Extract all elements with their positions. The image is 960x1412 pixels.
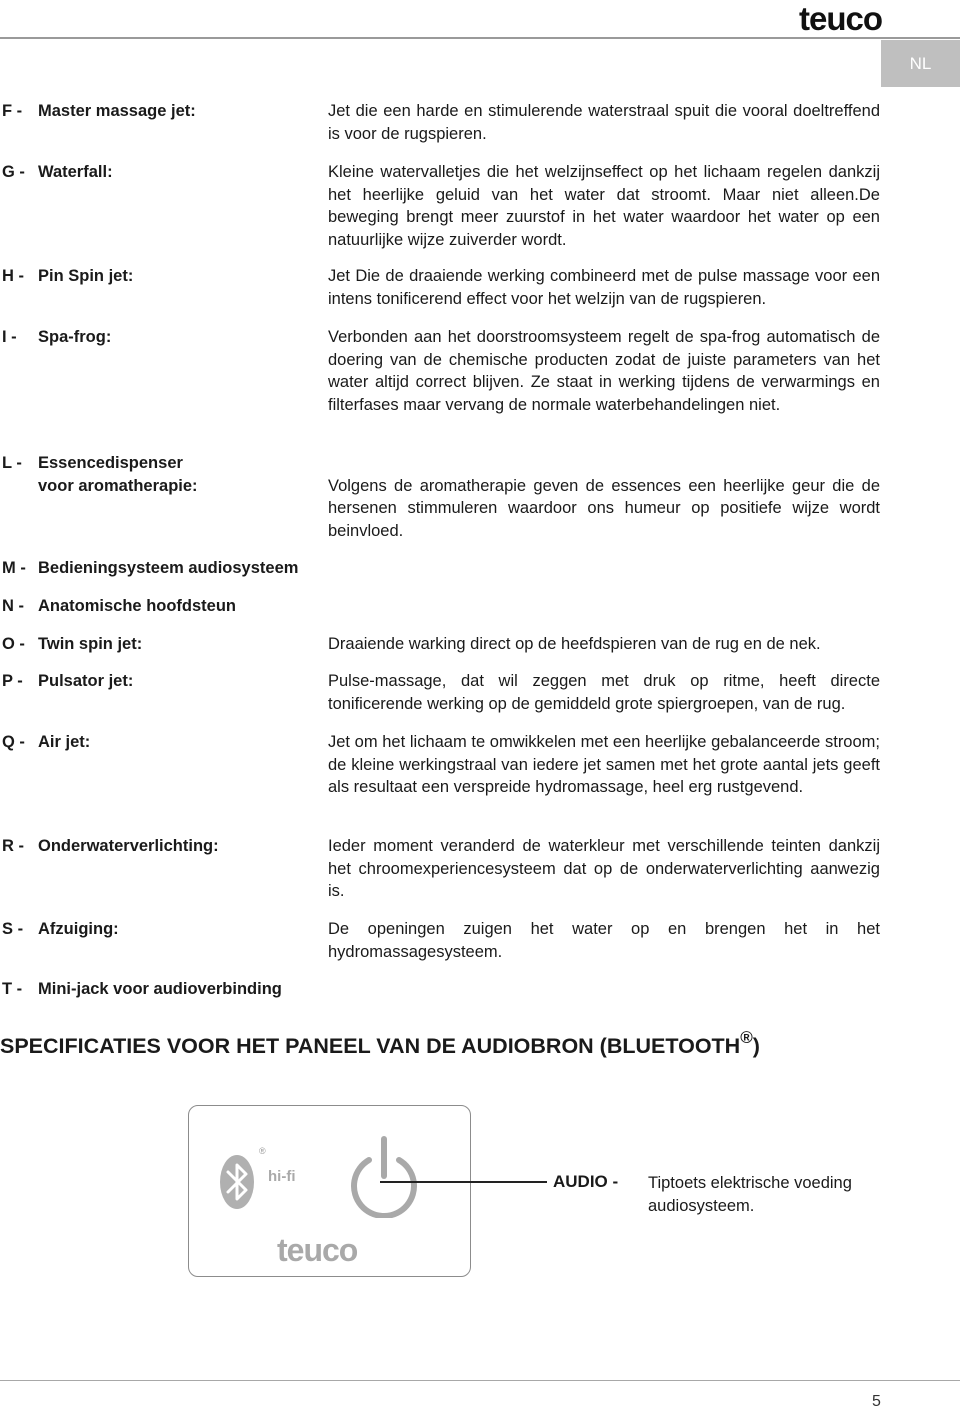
item-term: Afzuiging: — [38, 920, 119, 938]
item-term: Spa-frog: — [38, 328, 112, 346]
item-description: Pulse-massage, dat wil zeggen met druk op ritme, heeft directe tonificerende werking op de gemiddeld grote spiergroepen, van de rug. — [328, 672, 880, 713]
item-letter: H - — [2, 267, 24, 285]
item-letter: L - — [2, 454, 22, 472]
item-description: Draaiende warking direct op de heefdspieren van de rug en de nek. — [328, 635, 821, 653]
item-term: Waterfall: — [38, 163, 113, 181]
page-number: 5 — [872, 1393, 881, 1410]
item-letter: O - — [2, 635, 25, 653]
item-description: De openingen zuigen het water op en brengen het in het hydromassagesysteem. — [328, 920, 880, 961]
item-term: Bedieningsysteem audiosysteem — [38, 559, 299, 577]
item-term: Essencedispenser — [38, 454, 183, 472]
item-description: Jet Die de draaiende werking combineerd met de pulse massage voor een intens tonificerend effect voor het welzijn van de rugspieren. — [328, 267, 880, 308]
item-term: Pulsator jet: — [38, 672, 134, 690]
heading-text: SPECIFICATIES VOOR HET PANEEL VAN DE AUDIOBRON (BLUETOOTH — [0, 1034, 741, 1059]
item-letter: F - — [2, 102, 23, 120]
item-term: Anatomische hoofdsteun — [38, 597, 237, 615]
item-description: Jet die een harde en stimulerende waterstraal spuit die vooral doeltreffend is voor de rugspieren. — [328, 102, 880, 143]
item-term: Air jet: — [38, 733, 91, 751]
item-letter: T - — [2, 980, 23, 998]
registered-mark: ® — [740, 1028, 753, 1047]
item-letter: P - — [2, 672, 23, 690]
item-term-line2: voor aromatherapie: — [38, 476, 198, 495]
item-letter: Q - — [2, 733, 25, 751]
brand-logo: teuco — [798, 0, 882, 37]
item-term: Master massage jet: — [38, 102, 196, 120]
item-letter: N - — [2, 597, 24, 615]
bluetooth-icon — [219, 1154, 255, 1210]
item-term: Twin spin jet: — [38, 635, 143, 653]
section-heading — [0, 1030, 760, 1059]
language-tab: NL — [881, 40, 960, 87]
item-letter: S - — [2, 920, 24, 938]
item-description: Ieder moment veranderd de waterkleur met verschillende teinten dankzij het chroomexperiencesysteem dat op de onderwaterverlichting aanwezig is. — [328, 837, 880, 900]
item-description: Kleine watervalletjes die het welzijnseffect op het lichaam regelen dankzij het heerlijke geluid van het water dat stroomt. Maar niet alleen.De beweging brengt meer zuurstof in het water waardoor het water op een natuurlijke wijze zuiverder wordt. — [328, 163, 880, 249]
panel-brand-logo: teuco — [277, 1232, 358, 1268]
item-term: Mini-jack voor audioverbinding — [38, 980, 282, 998]
item-description: Volgens de aromatherapie geven de essences een heerlijke geur die de hersenen stimmuleren waardoor ons humeur op positiefe wijze wordt beinvloed. — [328, 476, 880, 540]
item-term: Onderwaterverlichting: — [38, 837, 219, 855]
item-description: Jet om het lichaam te omwikkelen met een heerlijke gebalanceerde stroom; de kleine werkingstraal van iedere jet samen met het grote aantal jets geeft als resultaat een verspreide hydromassage, heel erg rustgevend. — [328, 733, 880, 796]
item-letter: M - — [2, 559, 26, 577]
bluetooth-registered-mark: ® — [259, 1146, 266, 1156]
heading-close: ) — [752, 1034, 760, 1059]
audio-callout-description: Tiptoets elektrische voeding audiosysteem. — [648, 1174, 852, 1215]
item-letter: G - — [2, 163, 25, 181]
item-term: Pin Spin jet: — [38, 267, 134, 285]
callout-leader-line — [380, 1181, 547, 1183]
item-description: Verbonden aan het doorstroomsysteem regelt de spa-frog automatisch de doering van de chemische producten zodat de juiste parameters van het water altijd correct blijven. Ze staat in werking tijdens de verwarmings en filterfases maar vervang de normale waterbehandelingen niet. — [328, 328, 880, 414]
item-letter: R - — [2, 837, 24, 855]
header-rule — [0, 37, 960, 39]
item-letter: I - — [2, 328, 17, 346]
audio-callout-label: AUDIO - — [553, 1172, 619, 1191]
audio-control-panel — [188, 1105, 471, 1277]
hifi-label: hi-fi — [268, 1168, 296, 1185]
footer-rule — [0, 1380, 960, 1381]
power-icon[interactable] — [347, 1134, 421, 1218]
